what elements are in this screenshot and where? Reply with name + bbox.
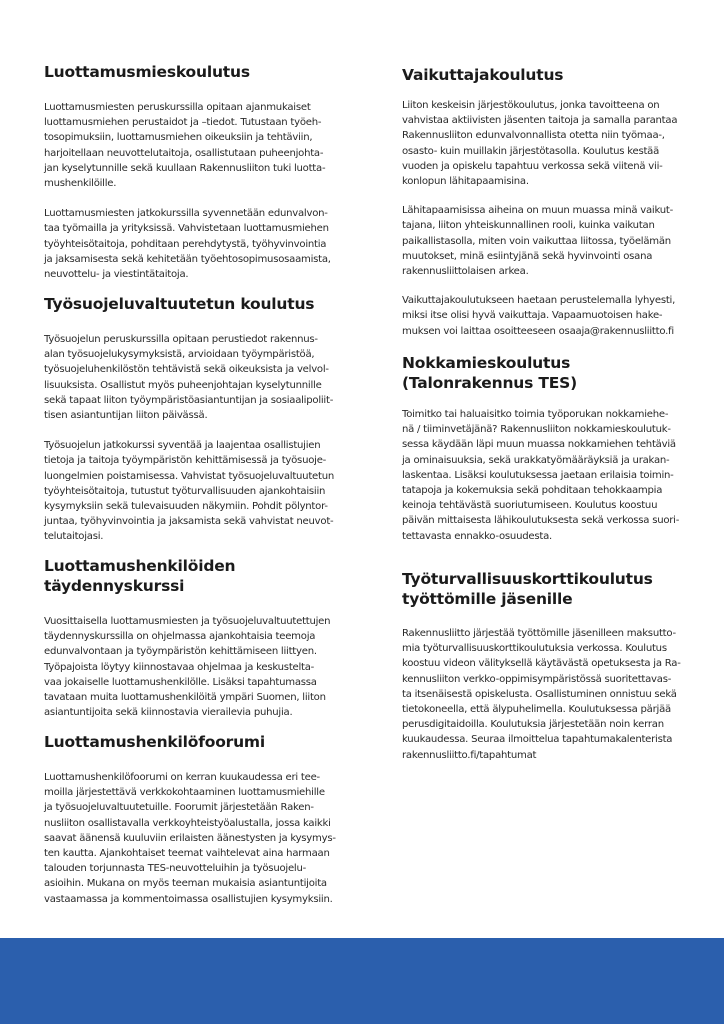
section-heading: Työsuojeluvaltuutetun koulutus — [44, 295, 315, 313]
paragraph: Rakennusliitto järjestää työttömille jäsenilleen maksutto- mia työturvallisuuskorttikoulutuksia verkossa. Koulutus koostuu videon välityksellä käytävästä opetuksesta ja Ra- kennusliiton verkko-oppimisympäristössä suoritettavas- ta itsenäisestä opiskelusta. Osallistuminen onnistuu sekä tietokoneella, että älypuhelimella. Koulutuksessa pärjää perusdigitaidoilla. Koulutuksia järjestetään noin kerran kuukaudessa. Seuraa ilmoittelua tapahtumakalenterista rakennusliitto.fi/tapahtumat — [402, 628, 681, 761]
section-heading-line: Luottamushenkilöiden — [44, 557, 236, 575]
paragraph: Työsuojelun peruskurssilla opitaan perustiedot rakennus- alan työsuojelukysymyksistä, arvioidaan työympäristöä, työsuojeluhenkilöstön tehtävistä sekä oikeuksista ja velvol- lisuuksista. Osallistut myös puheenjohtajan kyselytunnille sekä tapaat liiton työympäristöasiantuntijan ja sosiaalipoliit- tisen asiantuntijan liiton päivässä. — [44, 334, 334, 422]
paragraph: Luottamusmiesten peruskurssilla opitaan ajanmukaiset luottamusmiehen perustaidot ja –tiedot. Tutustaan työeh- tosopimuksiin, luottamusmiehen oikeuksiin ja tehtäviin, harjoitellaan neuvottelutaitoja, osallistutaan puheenjohta- jan kyselytunnille sekä kuullaan Rakennusliiton tuki luotta- mushenkilöille. — [44, 102, 326, 190]
section-heading: Vaikuttajakoulutus — [402, 66, 564, 84]
paragraph: Vaikuttajakoulutukseen haetaan perustelemalla lyhyesti, miksi itse olisi hyvä vaikuttaja. Vapaamuotoisen hake- muksen voi laittaa osoitteeseen osaaja@rakennusliitto.fi — [402, 295, 676, 337]
section-vaikuttajakoulutus — [402, 65, 692, 339]
footer-color-band — [0, 938, 724, 1024]
section-heading-line: työttömille jäsenille — [402, 590, 573, 608]
section-heading-line: Työturvallisuuskorttikoulutus — [402, 570, 653, 588]
section-heading-line: Nokkamieskoulutus — [402, 354, 571, 372]
paragraph: Vuosittaisella luottamusmiesten ja työsuojeluvaltuutettujen täydennyskurssilla on ohjelmassa ajankohtaisia teemoja edunvalvontaan ja työympäristön kehittämiseen liittyen. Työpajoista löytyy kiinnostavaa ohjelmaa ja keskustelta- vaa jokaiselle luottamushenkilölle. Lisäksi tapahtumassa tavataan muita luottamushenkilöitä ympäri Suomen, liiton asiantuntijoita sekä kiinnostavia vierailevia puhujia. — [44, 616, 331, 719]
section-heading — [402, 353, 692, 393]
section-heading-line: täydennyskurssi — [44, 577, 185, 595]
section-tyosuojeluvaltuutetun-koulutus — [44, 294, 356, 545]
section-heading — [44, 556, 356, 596]
paragraph: Luottamusmiesten jatkokurssilla syvennetään edunvalvon- taa työmailla ja yrityksissä. Vahvistetaan luottamusmiehen työyhteisötaitoja, pohditaan perehdytystä, työhyvinvointia ja jaksamisesta sekä kehitetään työehtosopimusosaamista, neuvottelu- ja viestintätaitoja. — [44, 208, 331, 281]
paragraph: Liiton keskeisin järjestökoulutus, jonka tavoitteena on vahvistaa aktiivisten jäsenten taitoja ja samalla parantaa Rakennusliiton edunvalvonnallista otetta niin työmaa-, osasto- kuin muillakin järjestötasolla. Koulutus kestää vuoden ja opiskelu tapahtuu verkossa sekä viitenä vii- konlopun lähitapaamisina. — [402, 100, 678, 188]
section-luottamushenkilofoorumi — [44, 732, 356, 907]
section-nokkamieskoulutus — [402, 353, 692, 544]
paragraph: Työsuojelun jatkokurssi syventää ja laajentaa osallistujien tietoja ja taitoja työympäristön kehittämisessä ja työsuoje- luongelmien poistamisessa. Vahvistat työsuojeluvaltuutetun työyhteisötaitoja, tutustut työturvallisuuden ajankohtaisiin kysymyksiin sekä tulevaisuuden näkymiin. Pohdit pölyntor- juntaa, työhyvinvointia ja jaksamista sekä vahvistat neuvot- telutaitojasi. — [44, 440, 335, 543]
paragraph: Luottamushenkilöfoorumi on kerran kuukaudessa eri tee- moilla järjestettävä verkkokohtaaminen luottamusmiehille ja työsuojeluvaltuutetuille. Foorumit järjestetään Raken- nusliiton osallistavalla verkkoyhteistyöalustalla, jossa kaikki saavat äänensä kuuluviin erilaisten äänestysten ja kysymys- ten kautta. Ajankohtaiset teemat vaihtelevat aina harmaan talouden torjunnasta TES-neuvotteluihin ja työsuojelu- asioihin. Mukana on myös teeman mukaisia asiantuntijoita vastaamassa ja kommentoimassa osallistujien kysymyksiin. — [44, 772, 336, 905]
paragraph: Toimitko tai haluaisitko toimia työporukan nokkamiehe- nä / tiiminvetäjänä? Rakennusliiton nokkamieskoulutuk- sessa käydään läpi muun muassa nokkamiehen tehtäviä ja ominaisuuksia, sekä urakkatyömääräyksiä ja urakan- laskentaa. Lisäksi koulutuksessa jaetaan erilaisia toimin- tatapoja ja kokemuksia sekä pohditaan tehokkaampia keinoja tehtävästä suoriutumiseen. Koulutus koostuu päivän mittaisesta lähikoulutuksesta sekä verkossa suori- tettavasta ennakko-osuudesta. — [402, 409, 680, 542]
section-heading — [402, 569, 692, 609]
section-heading: Luottamushenkilöfoorumi — [44, 733, 265, 751]
section-heading-line: (Talonrakennus TES) — [402, 374, 577, 392]
section-luottamushenkiloiden-taydennyskurssi — [44, 556, 356, 720]
paragraph: Lähitapaamisissa aiheina on muun muassa minä vaikut- tajana, liiton yhteiskunnallinen rooli, kuinka vaikutan paikallistasolla, miten voin vaikuttaa liitossa, työelämän muutokset, minä esiintyjänä sekä hyvinvointi osana rakennusliittolaisen arkea. — [402, 205, 673, 278]
section-luottamusmieskoulutus — [44, 62, 356, 282]
section-heading: Luottamusmieskoulutus — [44, 63, 250, 81]
section-tyoturvallisuuskorttikoulutus — [402, 569, 692, 763]
